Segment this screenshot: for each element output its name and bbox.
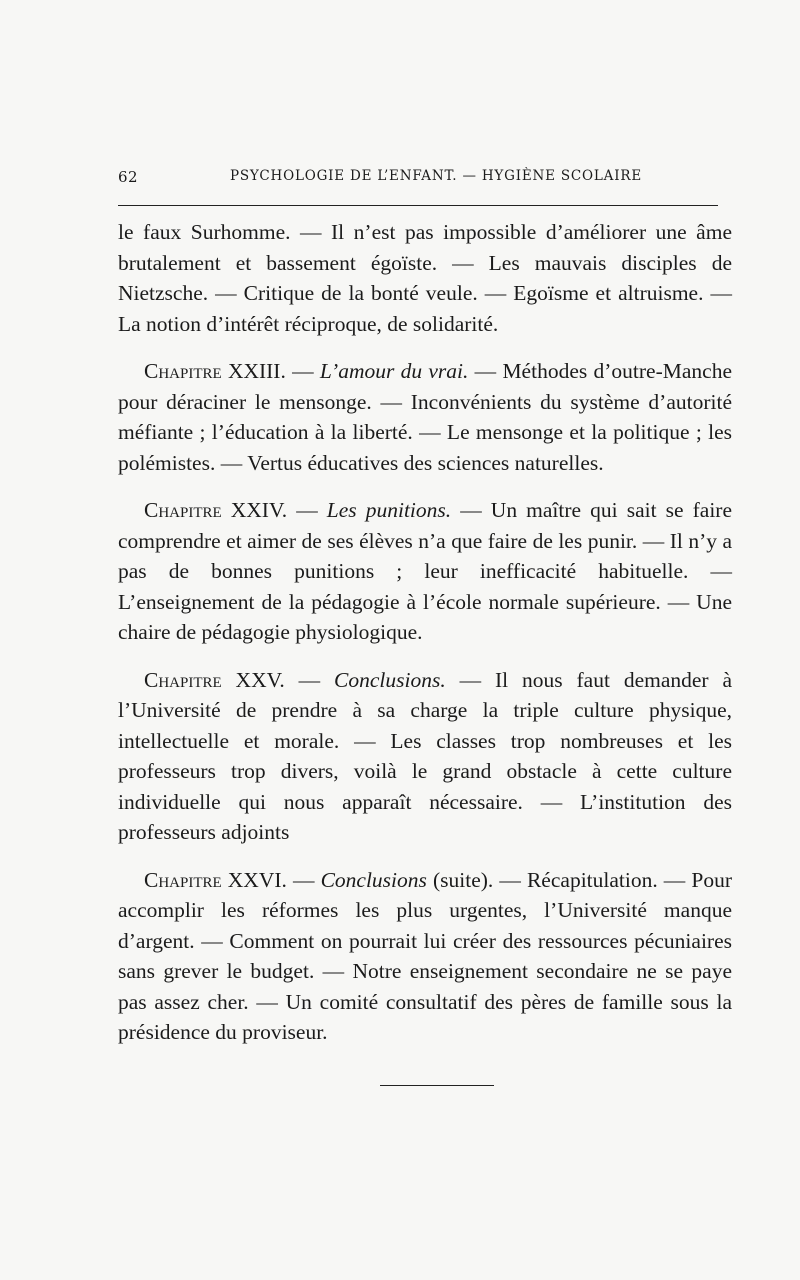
chapter-summary: — Un maître qui sait se faire comprendre et aimer de ses élèves n’a que faire de les punir. — Il n’y a pas de bonnes punitions ; leur inefficacité habituelle. — L’enseignement de la pédagogie à l’école normale supérieure. — Une chaire de pédagogie physiologique. [118, 498, 733, 644]
chapter-label: Chapitre XXV. [144, 667, 285, 692]
chapter-separator: — [285, 359, 320, 383]
chapter-23-entry [118, 356, 732, 478]
chapter-title: L’amour du vrai. [319, 359, 469, 383]
chapter-label: Chapitre XXIV. [144, 498, 288, 522]
chapter-label: Chapitre XXVI. [144, 867, 287, 892]
chapter-25-entry [118, 665, 732, 848]
page-number: 62 [118, 168, 139, 186]
header-rule [118, 205, 718, 206]
chapter-separator: — [284, 667, 335, 692]
chapter-separator: — [287, 498, 327, 522]
chapter-summary: (suite). — Récapitulation. — Pour accomplir les réformes les plus urgentes, l’Université manque d’argent. — Comment on pourrait lui créer des ressources pécuniaires sans grever le budget. — Notre enseignement secondaire ne se paye pas assez cher. — Un comité consultatif des pères de famille sous la présidence du proviseur. [118, 867, 733, 1044]
chapter-title: Conclusions [320, 867, 427, 892]
chapter-separator: — [286, 867, 321, 892]
chapter-26-entry [118, 865, 732, 1048]
chapter-summary: — Méthodes d’outre-Manche pour déraciner le mensonge. — Inconvénients du système d’autorité méfiante ; l’éducation à la liberté. — Le mensonge et la politique ; les polémistes. — Vertus éducatives des sciences naturelles. [118, 359, 732, 475]
chapter-title: Les punitions. [326, 498, 452, 522]
chapter-label: Chapitre XXIII. [144, 359, 286, 383]
running-title: PSYCHOLOGIE DE L’ENFANT. — HYGIÈNE SCOLAIRE [229, 168, 642, 184]
chapter-summary: — Il nous faut demander à l’Université de prendre à sa charge la triple culture physique, intellectuelle et morale. — Les classes trop nombreuses et les professeurs trop divers, voilà le grand obstacle à cette culture individuelle qui nous apparaît nécessaire. — L’institution des professeurs adjoints [118, 667, 733, 844]
table-of-contents-text [118, 217, 732, 1048]
running-header [118, 168, 718, 192]
intro-paragraph: le faux Surhomme. — Il n’est pas impossible d’améliorer une âme brutalement et bassement égoïste. — Les mauvais disciples de Nietzsche. — Critique de la bonté veule. — Egoïsme et altruisme. — La notion d’intérêt réciproque, de solidarité. [118, 220, 732, 336]
chapter-title: Conclusions. [334, 667, 446, 692]
end-rule [380, 1085, 494, 1086]
chapter-24-entry [118, 495, 732, 648]
